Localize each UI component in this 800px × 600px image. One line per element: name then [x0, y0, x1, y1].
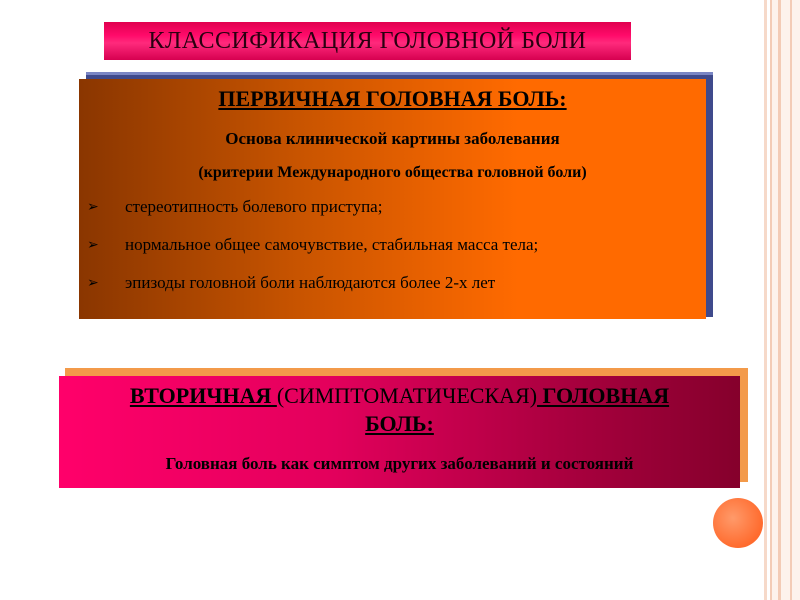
secondary-heading-part2: (СИМПТОМАТИЧЕСКАЯ)	[276, 383, 538, 408]
secondary-heading-part1: ВТОРИЧНАЯ	[129, 383, 277, 408]
secondary-heading-part3: ГОЛОВНАЯ	[537, 383, 670, 408]
list-item	[79, 273, 706, 293]
secondary-headache-box	[59, 376, 740, 488]
primary-criteria: (критерии Международного общества головной боли)	[198, 164, 587, 181]
list-item-text: нормальное общее самочувствие, стабильная масса тела;	[125, 235, 539, 254]
arrow-bullet-icon: ➢	[87, 275, 99, 291]
primary-criteria-list	[79, 197, 706, 293]
slide-title: КЛАССИФИКАЦИЯ ГОЛОВНОЙ БОЛИ	[148, 27, 587, 54]
border-stripe	[770, 0, 800, 600]
title-banner	[104, 22, 631, 60]
list-item	[79, 197, 706, 217]
primary-heading: ПЕРВИЧНАЯ ГОЛОВНАЯ БОЛЬ:	[218, 86, 567, 111]
secondary-subtitle: Головная боль как симптом других заболеваний и состояний	[165, 454, 634, 473]
primary-headache-box	[79, 79, 706, 319]
list-item-text: стереотипность болевого приступа;	[125, 197, 383, 216]
border-stripe	[778, 0, 781, 600]
list-item-text: эпизоды головной боли наблюдаются более 2-х лет	[125, 273, 496, 292]
primary-subtitle: Основа клинической картины заболевания	[225, 129, 560, 148]
arrow-bullet-icon: ➢	[87, 237, 99, 253]
border-stripe	[764, 0, 767, 600]
arrow-bullet-icon: ➢	[87, 199, 99, 215]
border-stripe	[790, 0, 792, 600]
list-item	[79, 235, 706, 255]
decorative-circle	[713, 498, 763, 548]
secondary-heading-line2: БОЛЬ:	[365, 411, 434, 436]
secondary-heading	[69, 382, 730, 410]
